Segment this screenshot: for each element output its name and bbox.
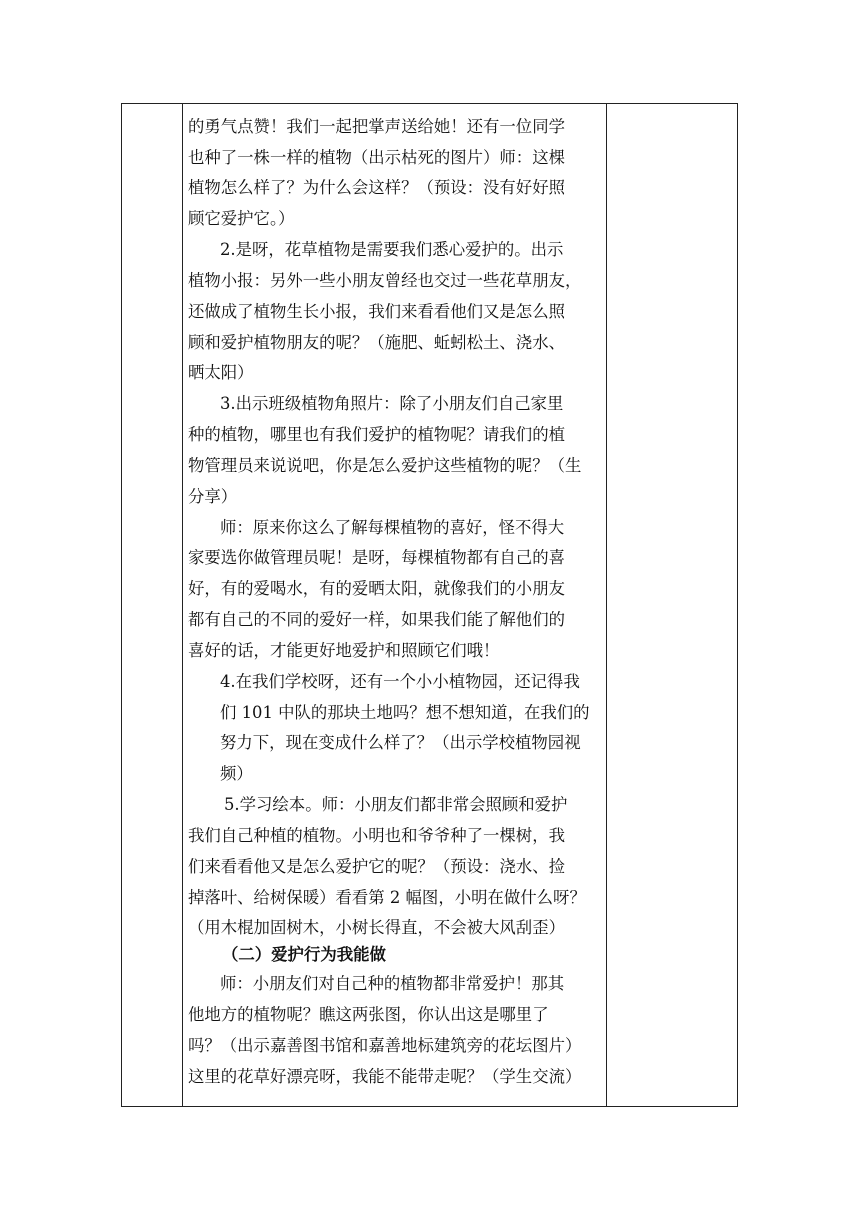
text-line: 种的植物，哪里也有我们爱护的植物呢？请我们的植: [188, 425, 565, 444]
text-line: 也种了一株一样的植物（出示枯死的图片）师：这棵: [188, 148, 565, 167]
text-line: 们来看看他又是怎么爱护它的呢？（预设：浇水、捡: [188, 857, 565, 876]
text-line: 5.学习绘本。师：小朋友们都非常会照顾和爱护: [224, 795, 568, 814]
lesson-content-cell: [188, 104, 604, 1106]
text-line: 顾它爱护它。）: [188, 209, 295, 228]
text-line: 频）: [220, 764, 253, 783]
text-line: 植物小报：另外一些小朋友曾经也交过一些花草朋友，: [188, 271, 582, 290]
text-line: 晒太阳）: [188, 363, 254, 382]
text-line: 的勇气点赞！我们一起把掌声送给她！还有一位同学: [188, 117, 565, 136]
left-column-divider: [182, 104, 183, 1106]
text-line: 2.是呀，花草植物是需要我们悉心爱护的。出示: [220, 240, 564, 259]
text-line: 家要选你做管理员呢！是呀，每棵植物都有自己的喜: [188, 548, 565, 567]
text-line: 我们自己种植的植物。小明也和爷爷种了一棵树，我: [188, 826, 565, 845]
text-line: （用木棍加固树木，小树长得直，不会被大风刮歪）: [188, 918, 565, 937]
text-line: 喜好的话，才能更好地爱护和照顾它们哦！: [188, 641, 500, 660]
text-line: 努力下，现在变成什么样了？（出示学校植物园视: [220, 733, 581, 752]
text-line: 3.出示班级植物角照片：除了小朋友们自己家里: [220, 394, 564, 413]
text-line: 4.在我们学校呀，还有一个小小植物园，还记得我: [220, 672, 580, 691]
text-line: 物管理员来说说吧，你是怎么爱护这些植物的呢？（生: [188, 456, 582, 475]
text-line: 这里的花草好漂亮呀，我能不能带走呢？（学生交流）: [188, 1067, 582, 1086]
text-line: 师：小朋友们对自己种的植物都非常爱护！那其: [220, 974, 565, 993]
text-line: 植物怎么样了？为什么会这样？（预设：没有好好照: [188, 178, 565, 197]
text-line: 还做成了植物生长小报，我们来看看他们又是怎么照: [188, 302, 565, 321]
right-column-divider: [606, 104, 607, 1106]
text-line: 们 101 中队的那块土地吗？想不想知道，在我们的: [220, 703, 590, 722]
text-line: 都有自己的不同的爱好一样，如果我们能了解他们的: [188, 610, 565, 629]
text-line: 师：原来你这么了解每棵植物的喜好，怪不得大: [220, 518, 565, 537]
section-heading: （二）爱护行为我能做: [222, 945, 386, 964]
text-line: 他地方的植物呢？瞧这两张图，你认出这是哪里了: [188, 1005, 549, 1024]
text-line: 吗？（出示嘉善图书馆和嘉善地标建筑旁的花坛图片）: [188, 1036, 582, 1055]
text-line: 好，有的爱喝水，有的爱晒太阳，就像我们的小朋友: [188, 579, 565, 598]
text-line: 顾和爱护植物朋友的呢？（施肥、蚯蚓松土、浇水、: [188, 333, 565, 352]
text-line: 分享）: [188, 487, 238, 506]
lesson-plan-table: [121, 103, 738, 1107]
text-line: 掉落叶、给树保暖）看看第 2 幅图，小明在做什么呀？: [188, 888, 586, 907]
